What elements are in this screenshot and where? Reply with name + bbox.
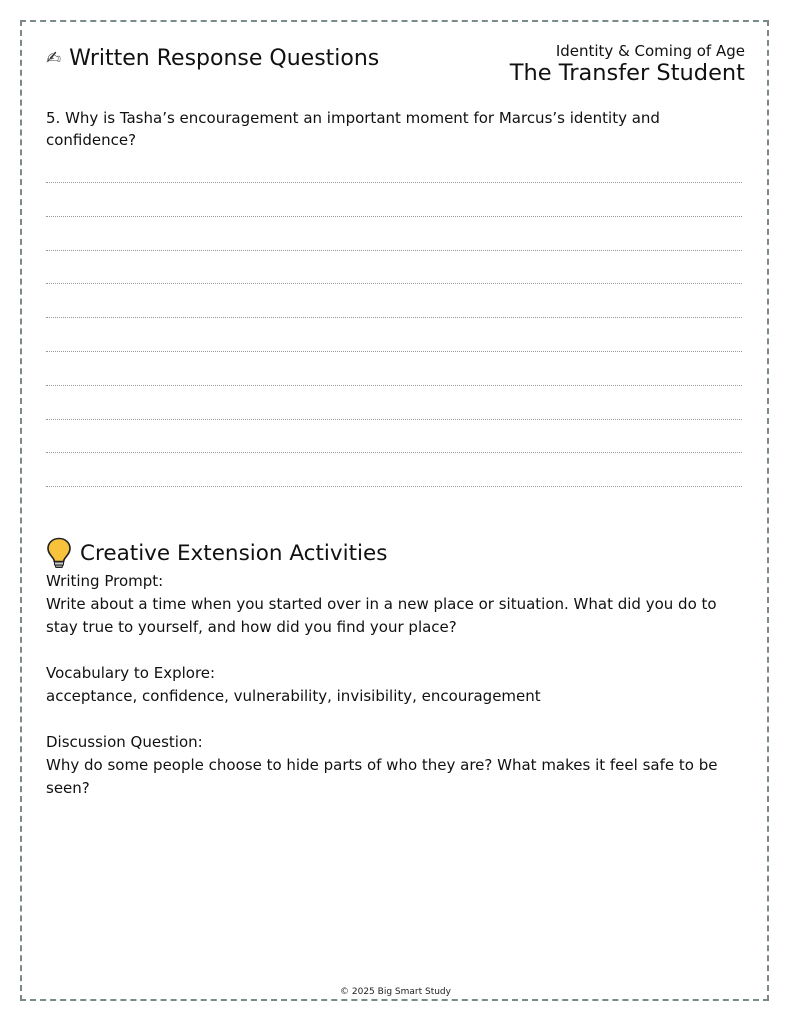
writing-prompt-label: Writing Prompt:	[46, 572, 164, 590]
worksheet-subtitle: Identity & Coming of Age	[555, 42, 745, 60]
answer-line[interactable]	[46, 386, 742, 420]
spacer	[46, 639, 746, 662]
page-border	[20, 20, 769, 1001]
page-header	[46, 40, 745, 90]
question-text: 5. Why is Tasha’s encouragement an important moment for Marcus’s identity and confidence?	[46, 109, 660, 149]
copyright-footer: © 2025 Big Smart Study	[340, 987, 451, 997]
answer-line[interactable]	[46, 183, 742, 217]
spacer	[46, 708, 746, 731]
answer-line[interactable]	[46, 284, 742, 318]
answer-lines[interactable]	[46, 182, 742, 487]
answer-line[interactable]	[46, 352, 742, 386]
discussion-label: Discussion Question:	[46, 733, 203, 751]
vocabulary-label: Vocabulary to Explore:	[46, 664, 216, 682]
answer-line[interactable]	[46, 420, 742, 454]
worksheet-title: The Transfer Student	[509, 60, 745, 86]
answer-line[interactable]	[46, 251, 742, 285]
creative-heading	[46, 536, 746, 570]
creative-title: Creative Extension Activities	[80, 540, 388, 566]
vocabulary-text: acceptance, confidence, vulnerability, invisibility, encouragement	[46, 687, 541, 705]
section-heading	[46, 46, 379, 71]
discussion-text: Why do some people choose to hide parts of who they are? What makes it feel safe to be seen?	[46, 756, 718, 797]
section-title: Written Response Questions	[69, 46, 380, 71]
answer-line[interactable]	[46, 318, 742, 352]
lightbulb-icon	[46, 537, 72, 569]
answer-line[interactable]	[46, 217, 742, 251]
worksheet-info	[510, 42, 745, 86]
writing-prompt-text: Write about a time when you started over in a new place or situation. What did you do to stay true to yourself, and how did you find your place?	[46, 595, 717, 636]
pen-writing-icon: ✍	[46, 48, 62, 69]
answer-line[interactable]	[46, 453, 742, 487]
creative-extension-section	[46, 536, 746, 800]
